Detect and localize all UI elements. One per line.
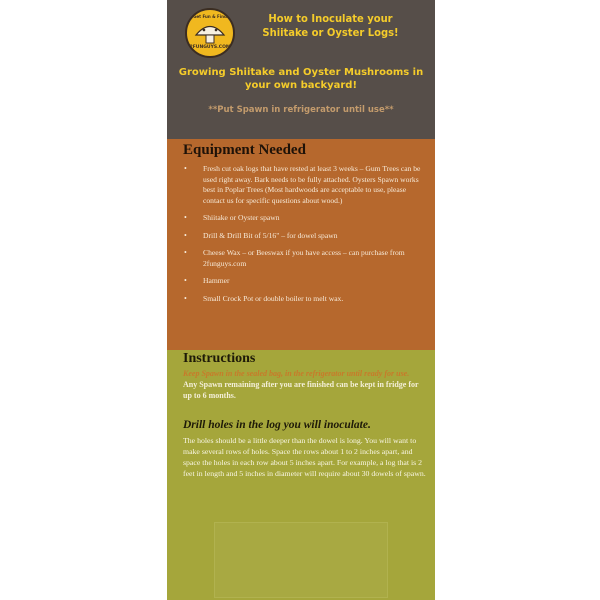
header-section <box>167 0 435 139</box>
bullet-icon: • <box>184 293 187 303</box>
drill-heading: Drill holes in the log you will inoculate. <box>183 419 371 431</box>
logo-text-bottom: 2FUNGUYS.COM <box>189 45 231 50</box>
bullet-icon: • <box>184 276 187 285</box>
bullet-icon: • <box>184 213 187 222</box>
list-item: • Small Crock Pot or double boiler to melt wax. <box>184 293 344 303</box>
refrigerator-note: **Put Spawn in refrigerator until use** <box>208 105 394 115</box>
instructions-heading: Instructions <box>183 351 256 366</box>
document-subtitle: Growing Shiitake and Oyster Mushrooms in your own backyard! <box>178 67 424 91</box>
document-title: How to Inoculate your Shiitake or Oyster Logs! <box>262 13 399 39</box>
list-item: • Shiitake or Oyster spawn <box>184 213 280 222</box>
bullet-icon: • <box>184 230 187 240</box>
equipment-list <box>181 164 427 311</box>
instructions-section <box>167 350 435 600</box>
list-item: • Drill & Drill Bit of 5/16" – for dowel spawn <box>184 230 338 240</box>
equipment-heading: Equipment Needed <box>183 142 306 158</box>
drill-instructions: The holes should be a little deeper than the dowel is long. You will want to make several rows of holes. Space the rows about 1 to 2 inches apart, and space the holes in each row about 5 inches apart. For example, a log that is 2 feet in length and 5 inches in diameter will require about 30 dowels of spawn. <box>183 436 426 478</box>
logo-text-top: Get Fun & Find <box>193 14 227 19</box>
equipment-section <box>167 139 435 350</box>
bullet-icon: • <box>184 248 187 257</box>
bullet-icon: • <box>184 164 187 173</box>
list-item: • Fresh cut oak logs that have rested at least 3 weeks – Gum Trees can be used right away. Bark needs to be fully attached. Oysters Spawn works best in Poplar Trees (Most hardwoods are acceptable to use, please contact us for specific questions about wood.) <box>184 164 421 205</box>
list-item: • Hammer <box>184 276 230 285</box>
instruction-card <box>167 0 435 600</box>
spawn-storage-note: Keep Spawn in the sealed bag, in the refrigerator until ready for use. Any Spawn remaining after you are finished can be kept in fridge for up to 6 months. <box>183 369 419 400</box>
logo <box>185 8 235 58</box>
blank-box <box>214 522 388 598</box>
list-item: • Cheese Wax – or Beeswax if you have access – can purchase from 2funguys.com <box>184 248 405 268</box>
